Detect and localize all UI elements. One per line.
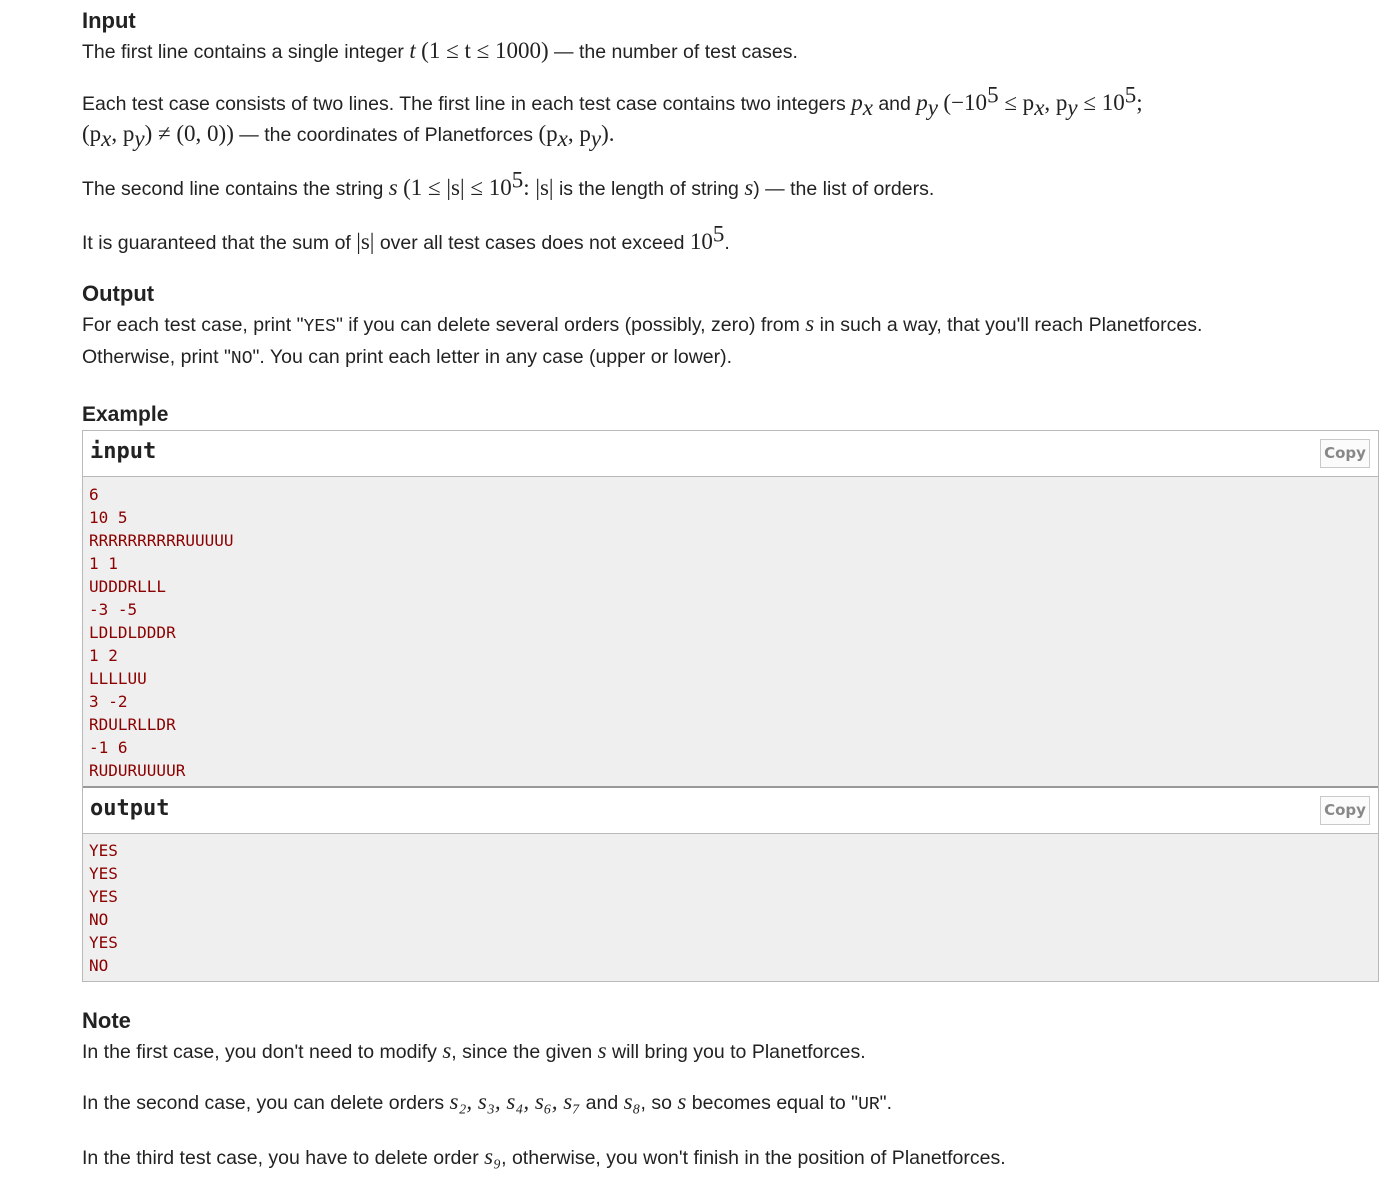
copy-output-button[interactable]: Copy	[1320, 796, 1370, 825]
sample-line: RDULRLLDR	[89, 715, 176, 734]
sample-line: NO	[89, 956, 109, 975]
sample-line: YES	[89, 887, 118, 906]
input-section	[82, 6, 1378, 258]
sample-line: 1 1	[89, 554, 118, 573]
sample-line: 1 2	[89, 646, 118, 665]
note-section-title: Note	[82, 1008, 131, 1033]
output-paragraph: For each test case, print "YES" if you can delete several orders (possibly, zero) from s in such a way, that you'll reach Planetforces. Otherwise, print "NO". You can print each letter in any case (upper or lower).	[82, 311, 1203, 369]
sample-line: YES	[89, 933, 118, 952]
sample-line: YES	[89, 841, 118, 860]
sample-line: RRRRRRRRRRUUUUU	[89, 531, 234, 550]
sample-input-header	[83, 431, 1378, 477]
input-paragraph-4: It is guaranteed that the sum of |s| over all test cases does not exceed $10^5$.	[82, 221, 730, 254]
output-section-title: Output	[82, 281, 155, 306]
note-paragraph-1: In the first case, you don't need to modify s, since the given s will bring you to Planetforces.	[82, 1038, 866, 1063]
sample-line: -1 6	[89, 738, 128, 757]
sample-line: 3 -2	[89, 692, 128, 711]
sample-line: UDDDRLLL	[89, 577, 167, 596]
problem-statement	[82, 6, 1378, 1173]
sample-output-label: output	[90, 796, 170, 821]
copy-input-button[interactable]: Copy	[1320, 439, 1370, 468]
sample-line: -3 -5	[89, 600, 138, 619]
sample-line: NO	[89, 910, 109, 929]
input-section-title: Input	[82, 8, 136, 33]
sample-output-header	[83, 788, 1378, 834]
example-section-title: Example	[82, 403, 169, 426]
input-paragraph-2: Each test case consists of two lines. The first line in each test case contains two integers $p_x$ and $p_y$ ($-10^5 \le p_x$, $p_y \le 10^5$; ($p_x$, $p_y) \ne (0$, 0)) — the coordinates of Planetforces ($p_x$, $p_y$).	[82, 82, 1143, 151]
note-paragraph-3: In the third test case, you have to delete order s₉, otherwise, you won't finish in the position of Planetforces.	[82, 1144, 1006, 1169]
input-paragraph-1: The first line contains a single integer t (1 ≤ t ≤ 1000) — the number of test cases.	[82, 38, 798, 63]
example-section	[82, 400, 1378, 982]
sample-line: 6	[89, 485, 99, 504]
sample-input-body	[83, 477, 1378, 788]
sample-line: YES	[89, 864, 118, 883]
note-section	[82, 1006, 1378, 1173]
sample-output-body	[83, 834, 1378, 981]
sample-line: LLLLUU	[89, 669, 147, 688]
note-paragraph-2: In the second case, you can delete orders s₂, s₃, s₄, s₆, s₇ and s₈, so s becomes equal to "UR".	[82, 1089, 893, 1115]
sample-line: RUDURUUUUR	[89, 761, 186, 780]
sample-input-label: input	[90, 439, 157, 464]
sample-line: LDLDLDDDR	[89, 623, 176, 642]
input-paragraph-3: The second line contains the string s ($1 \le |s| \le 10^5$: |s| is the length of string s) — the list of orders.	[82, 167, 935, 200]
output-section	[82, 279, 1378, 374]
sample-line: 10 5	[89, 508, 128, 527]
sample-tests	[82, 430, 1379, 982]
